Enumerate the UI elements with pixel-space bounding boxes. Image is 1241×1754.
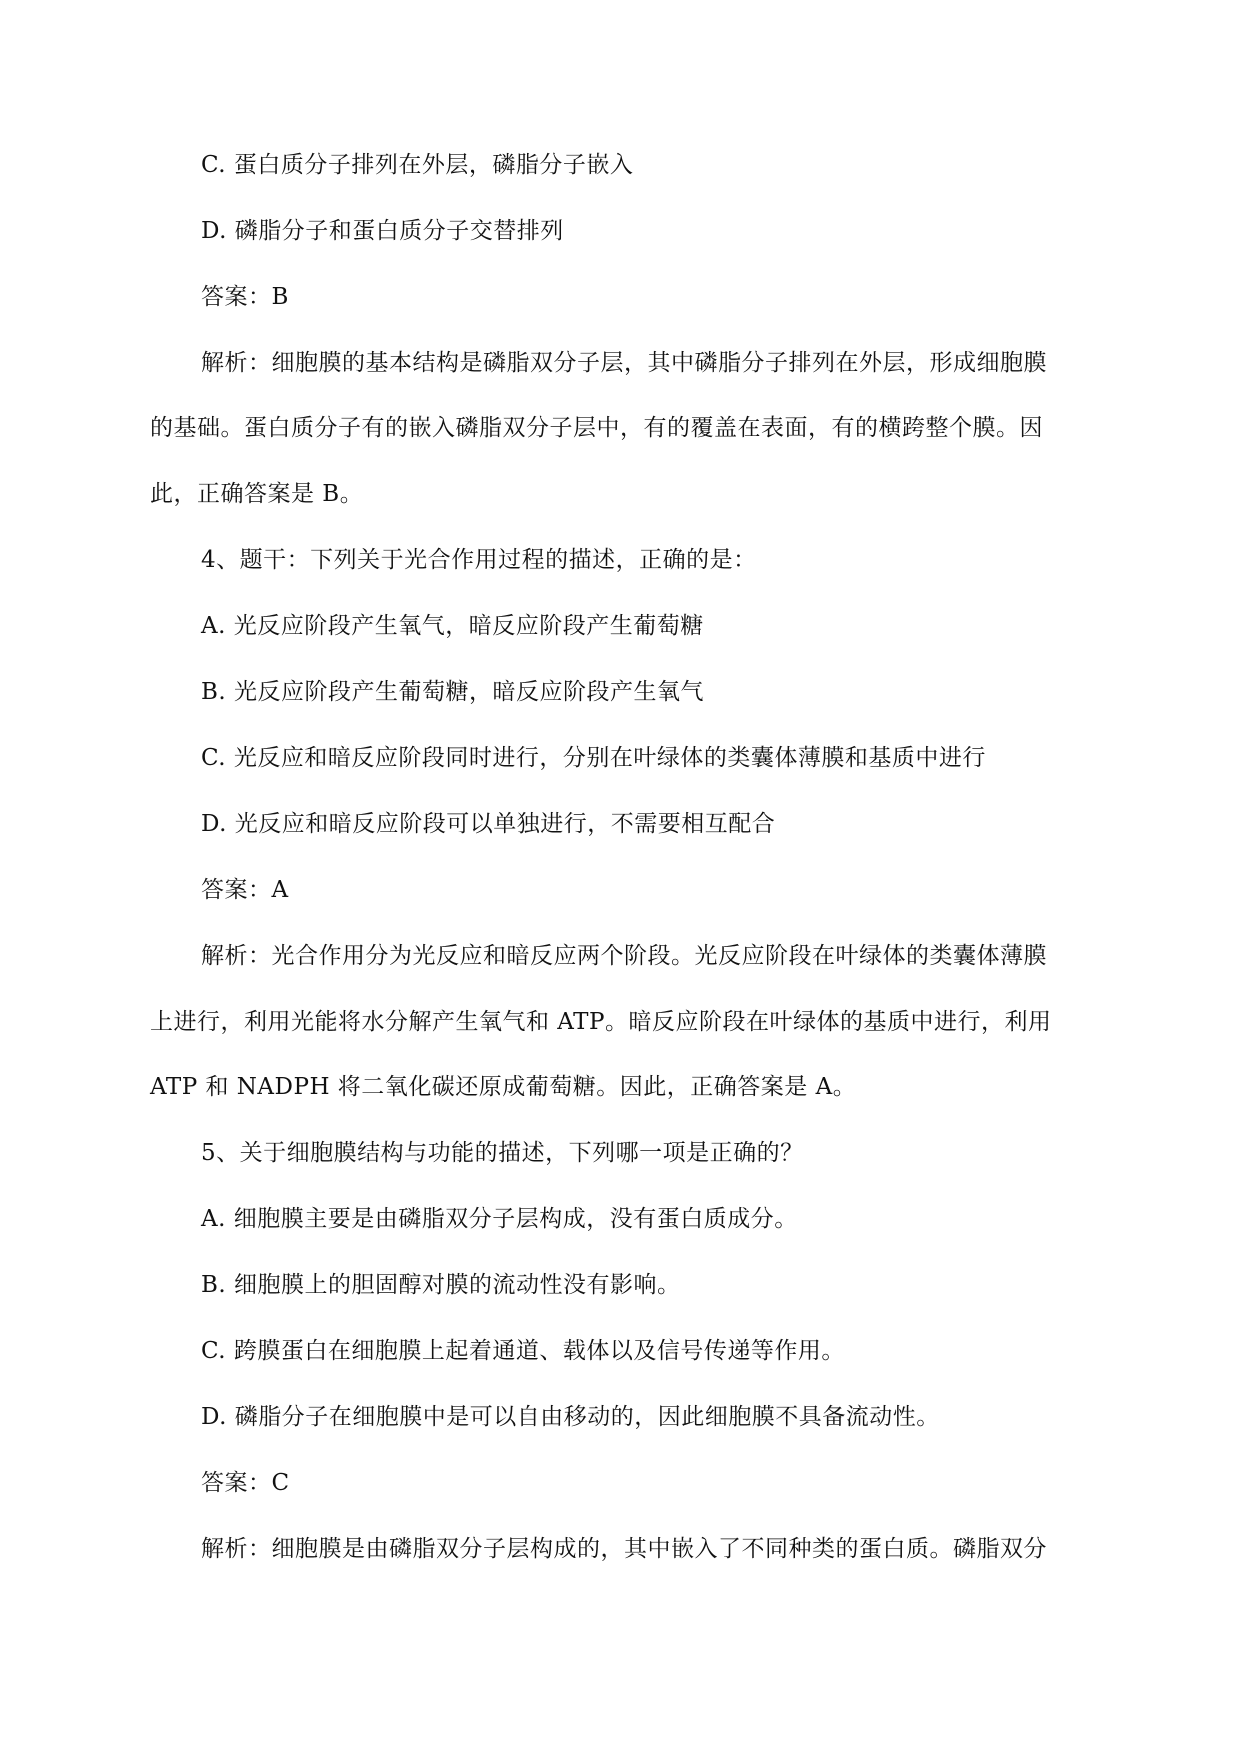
option-b: B. 细胞膜上的胆固醇对膜的流动性没有影响。 bbox=[201, 1272, 681, 1298]
question-stem: 5、关于细胞膜结构与功能的描述，下列哪一项是正确的？ bbox=[201, 1140, 804, 1166]
answer-line: 答案：A bbox=[201, 877, 289, 903]
option-d: D. 磷脂分子在细胞膜中是可以自由移动的，因此细胞膜不具备流动性。 bbox=[201, 1404, 940, 1430]
answer-line: 答案：B bbox=[201, 284, 289, 310]
question-stem: 4、题干：下列关于光合作用过程的描述，正确的是： bbox=[201, 547, 757, 573]
option-d: D. 磷脂分子和蛋白质分子交替排列 bbox=[201, 218, 564, 244]
option-a: A. 光反应阶段产生氧气，暗反应阶段产生葡萄糖 bbox=[201, 613, 704, 639]
option-c: C. 跨膜蛋白在细胞膜上起着通道、载体以及信号传递等作用。 bbox=[201, 1338, 845, 1364]
explanation-line: 的基础。蛋白质分子有的嵌入磷脂双分子层中，有的覆盖在表面，有的横跨整个膜。因 bbox=[150, 415, 1043, 441]
option-a: A. 细胞膜主要是由磷脂双分子层构成，没有蛋白质成分。 bbox=[201, 1206, 798, 1232]
option-c: C. 蛋白质分子排列在外层，磷脂分子嵌入 bbox=[201, 152, 634, 178]
explanation-line: 解析：光合作用分为光反应和暗反应两个阶段。光反应阶段在叶绿体的类囊体薄膜 bbox=[201, 943, 1047, 969]
explanation-line: 解析：细胞膜的基本结构是磷脂双分子层，其中磷脂分子排列在外层，形成细胞膜 bbox=[201, 350, 1047, 376]
explanation-line: 解析：细胞膜是由磷脂双分子层构成的，其中嵌入了不同种类的蛋白质。磷脂双分 bbox=[201, 1536, 1047, 1562]
explanation-line: 上进行，利用光能将水分解产生氧气和 ATP。暗反应阶段在叶绿体的基质中进行，利用 bbox=[150, 1009, 1052, 1035]
explanation-line: ATP 和 NADPH 将二氧化碳还原成葡萄糖。因此，正确答案是 A。 bbox=[150, 1074, 857, 1100]
option-b: B. 光反应阶段产生葡萄糖，暗反应阶段产生氧气 bbox=[201, 679, 705, 705]
option-c: C. 光反应和暗反应阶段同时进行，分别在叶绿体的类囊体薄膜和基质中进行 bbox=[201, 745, 986, 771]
option-d: D. 光反应和暗反应阶段可以单独进行，不需要相互配合 bbox=[201, 811, 776, 837]
explanation-line: 此，正确答案是 B。 bbox=[150, 481, 364, 507]
answer-line: 答案：C bbox=[201, 1470, 290, 1496]
